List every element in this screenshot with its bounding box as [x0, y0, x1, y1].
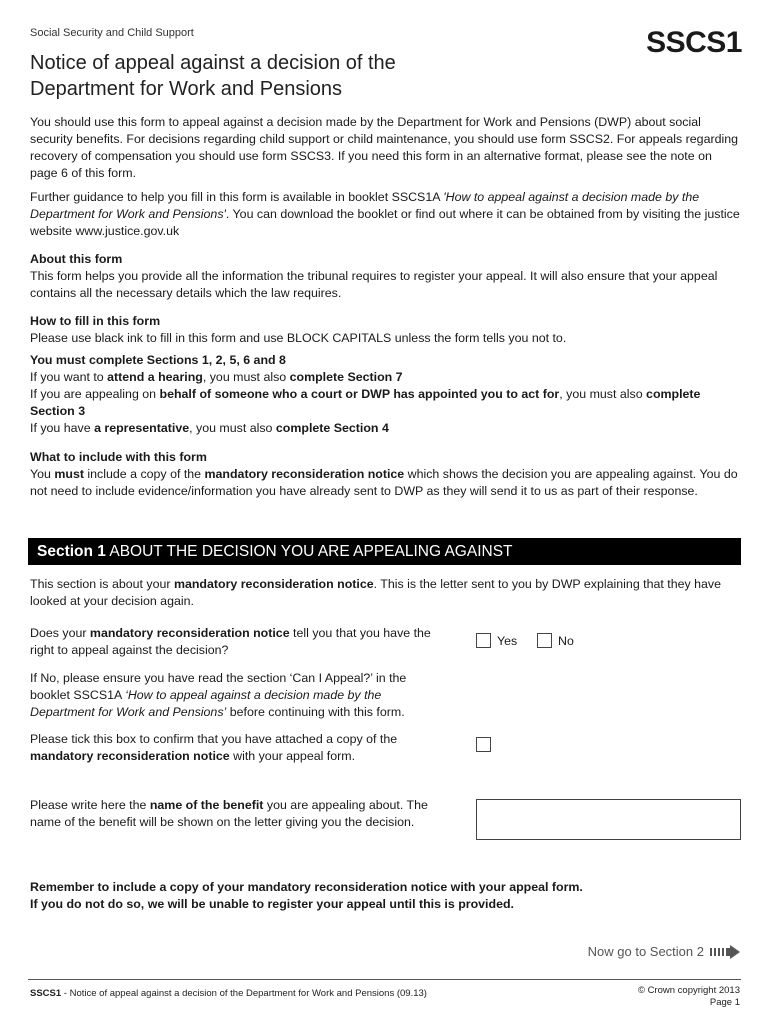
requirements-block [30, 352, 742, 437]
guidance-text: Further guidance to help you fill in this form is available in booklet SSCS1A [30, 190, 444, 204]
yes-checkbox[interactable] [476, 633, 491, 648]
section-1-intro: This section is about your mandatory reconsideration notice. This is the letter sent to you by DWP explaining that they have looked at your decision again. [30, 577, 721, 608]
intro-paragraph: You should use this form to appeal against a decision made by the Department for Work and Pensions (DWP) about social security benefits. For decisions regarding child support or child maintenance, you should use form SSCS2. For appeals regarding recovery of compensation you should use form SSCS3. If you need this form in an alternative format, please see the note on page 6 of this form. [30, 115, 739, 180]
question-right-to-appeal: Does your mandatory reconsideration notice tell you that you have the right to appeal against the decision? [30, 626, 431, 657]
section-1-header [28, 538, 741, 565]
next-section-label: Now go to Section 2 [587, 944, 704, 959]
question-benefit-name: Please write here the name of the benefit you are appealing about. The name of the benefit will be shown on the letter giving you the decision. [30, 798, 428, 829]
guidance-paragraph [30, 189, 742, 240]
about-text: This form helps you provide all the information the tribunal requires to register your appeal. It will also ensure that your appeal contains all the necessary details which the law requires. [30, 269, 718, 300]
include-block [30, 449, 742, 500]
booklet-title: 'How to appeal against a decision made by the Department for Work and Pensions' [30, 190, 700, 221]
next-section-link[interactable] [588, 943, 740, 960]
about-block [30, 251, 742, 302]
no-label: No [558, 634, 574, 648]
include-heading: What to include with this form [30, 450, 207, 464]
section-heading: ABOUT THE DECISION YOU ARE APPEALING AGAINST [109, 543, 513, 560]
requirement-appointee: If you are appealing on behalf of someone who a court or DWP has appointed you to act for, you must also complete Section 3 [30, 387, 701, 418]
page-number: Page 1 [709, 997, 740, 1008]
yes-label: Yes [497, 634, 518, 648]
footer-divider [28, 979, 741, 980]
howto-heading: How to fill in this form [30, 314, 161, 328]
include-text: You must include a copy of the mandatory reconsideration notice which shows the decision you are appealing against. You do not need to include evidence/information you have already sent to DWP as they will send it to us as part of their response. [30, 467, 738, 498]
question-if-no: If No, please ensure you have read the section ‘Can I Appeal?’ in the booklet SSCS1A ‘How to appeal against a decision made by the Department for Work and Pensions’ before continuing with this form. [30, 671, 407, 719]
page-title: Notice of appeal against a decision of the Department for Work and Pensions [30, 52, 396, 100]
must-heading: You must complete Sections 1, 2, 5, 6 and 8 [30, 353, 286, 367]
section-number: Section 1 [37, 543, 106, 560]
benefit-name-field[interactable] [476, 799, 741, 840]
form-code: SSCS1 [646, 26, 742, 59]
organisation-name: Social Security and Child Support [30, 27, 194, 39]
reminder-note: Remember to include a copy of your mandatory reconsideration notice with your appeal form. If you do not do so, we will be unable to register your appeal until this is provided. [30, 880, 583, 911]
howto-text: Please use black ink to fill in this form and use BLOCK CAPITALS unless the form tells you not to. [30, 331, 567, 345]
footer-form-info: SSCS1 - Notice of appeal against a decision of the Department for Work and Pensions (09.13) [30, 988, 427, 999]
requirement-representative: If you have a representative, you must also complete Section 4 [30, 421, 389, 435]
footer-copyright: © Crown copyright 2013 Page 1 [637, 985, 740, 1008]
requirement-hearing: If you want to attend a hearing, you must also complete Section 7 [30, 370, 403, 384]
attached-notice-checkbox[interactable] [476, 737, 491, 752]
no-checkbox[interactable] [537, 633, 552, 648]
question-attach-confirm: Please tick this box to confirm that you have attached a copy of the mandatory reconsideration notice with your appeal form. [30, 732, 398, 763]
arrow-right-icon [710, 945, 740, 959]
about-heading: About this form [30, 252, 123, 266]
guidance-text-end: . You can download the booklet or find out where it can be obtained from by visiting the justice website www.justice.gov.uk [30, 207, 740, 238]
howto-block [30, 313, 742, 347]
